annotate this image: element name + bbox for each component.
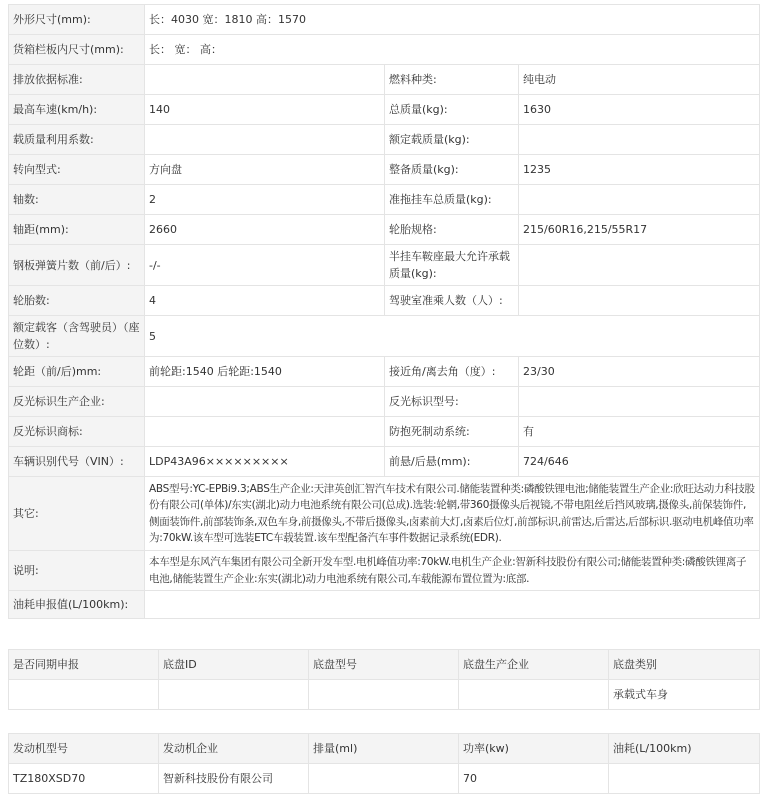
spec-label: 前悬/后悬(mm): bbox=[385, 447, 519, 477]
chassis-cell: 承载式车身 bbox=[609, 680, 760, 710]
spec-value bbox=[519, 125, 760, 155]
engine-cell: TZ180XSD70 bbox=[9, 764, 159, 794]
spec-label: 排放依据标准: bbox=[9, 65, 145, 95]
spec-label: 轴距(mm): bbox=[9, 215, 145, 245]
spec-row bbox=[9, 357, 760, 387]
engine-header-cell: 排量(ml) bbox=[309, 734, 459, 764]
spec-value bbox=[145, 387, 385, 417]
chassis-cell bbox=[9, 680, 159, 710]
chassis-header-cell: 底盘类别 bbox=[609, 650, 760, 680]
chassis-table bbox=[8, 649, 760, 710]
chassis-header-cell: 底盘型号 bbox=[309, 650, 459, 680]
spec-label: 额定载质量(kg): bbox=[385, 125, 519, 155]
spec-label: 准拖挂车总质量(kg): bbox=[385, 185, 519, 215]
chassis-cell bbox=[309, 680, 459, 710]
spec-row bbox=[9, 125, 760, 155]
spec-label: 整备质量(kg): bbox=[385, 155, 519, 185]
spec-row-cargo-box bbox=[9, 35, 760, 65]
spec-value: 1235 bbox=[519, 155, 760, 185]
spec-value bbox=[145, 591, 760, 619]
spec-value: 有 bbox=[519, 417, 760, 447]
spec-label: 反光标识商标: bbox=[9, 417, 145, 447]
engine-cell bbox=[309, 764, 459, 794]
spec-value: ABS型号:YC-EPBi9.3;ABS生产企业:天津英创汇智汽车技术有限公司.储能装置种类:磷酸铁锂电池;储能装置生产企业:欣旺达动力科技股份有限公司(单体)/东实(湖北)动力电池系统有限公司(总成).选装:轮辋,带360摄像头后视镜,不带电阻丝后挡风玻璃,摄像头,前保装饰件,侧面装饰件,前部装饰条,双色车身,前摄像头,不带后摄像头,卤素前大灯,卤素后位灯,前部标识,前雷达,后雷达,后部标识.驱动电机峰值功率为:70kW.该车型可选装ETC车载装置.该车型配备汽车事件数据记录系统(EDR). bbox=[145, 477, 760, 551]
spec-value: 724/646 bbox=[519, 447, 760, 477]
spec-value: 5 bbox=[145, 316, 760, 357]
chassis-cell bbox=[159, 680, 309, 710]
spec-label: 防抱死制动系统: bbox=[385, 417, 519, 447]
spec-label: 轮胎规格: bbox=[385, 215, 519, 245]
spec-value: 4 bbox=[145, 286, 385, 316]
spec-label: 额定载客（含驾驶员）（座位数）: bbox=[9, 316, 145, 357]
spec-value: 215/60R16,215/55R17 bbox=[519, 215, 760, 245]
spec-row bbox=[9, 155, 760, 185]
spec-label: 外形尺寸(mm): bbox=[9, 5, 145, 35]
spec-row-fuel bbox=[9, 591, 760, 619]
spec-row bbox=[9, 215, 760, 245]
spec-value bbox=[145, 65, 385, 95]
spec-label: 钢板弹簧片数（前/后）: bbox=[9, 245, 145, 286]
vehicle-spec-table bbox=[8, 4, 760, 619]
spec-row-notes bbox=[9, 551, 760, 591]
engine-cell: 智新科技股份有限公司 bbox=[159, 764, 309, 794]
spec-label: 接近角/离去角（度）: bbox=[385, 357, 519, 387]
spec-value: 140 bbox=[145, 95, 385, 125]
spec-value: 2660 bbox=[145, 215, 385, 245]
engine-header-cell: 油耗(L/100km) bbox=[609, 734, 760, 764]
chassis-cell bbox=[459, 680, 609, 710]
spec-value: -/- bbox=[145, 245, 385, 286]
spec-row bbox=[9, 286, 760, 316]
spec-label: 反光标识型号: bbox=[385, 387, 519, 417]
engine-header-cell: 发动机企业 bbox=[159, 734, 309, 764]
spec-row bbox=[9, 65, 760, 95]
engine-cell: 70 bbox=[459, 764, 609, 794]
spec-value: 纯电动 bbox=[519, 65, 760, 95]
chassis-header-cell: 是否同期申报 bbox=[9, 650, 159, 680]
engine-table bbox=[8, 733, 760, 794]
spec-row bbox=[9, 245, 760, 286]
spec-label: 油耗申报值(L/100km): bbox=[9, 591, 145, 619]
spec-row bbox=[9, 387, 760, 417]
spec-row-dimensions bbox=[9, 5, 760, 35]
spec-label: 轮胎数: bbox=[9, 286, 145, 316]
spec-value: 前轮距:1540 后轮距:1540 bbox=[145, 357, 385, 387]
spec-row bbox=[9, 185, 760, 215]
spec-label: 其它: bbox=[9, 477, 145, 551]
spec-label: 总质量(kg): bbox=[385, 95, 519, 125]
spec-value: 23/30 bbox=[519, 357, 760, 387]
spec-label: 轴数: bbox=[9, 185, 145, 215]
spec-value: 长： 宽： 高： bbox=[145, 35, 760, 65]
spec-label: 半挂车鞍座最大允许承载质量(kg): bbox=[385, 245, 519, 286]
spec-row-seats bbox=[9, 316, 760, 357]
spec-value bbox=[519, 185, 760, 215]
spec-row bbox=[9, 95, 760, 125]
chassis-header-row bbox=[9, 650, 760, 680]
spec-label: 轮距（前/后)mm: bbox=[9, 357, 145, 387]
spec-value bbox=[519, 387, 760, 417]
spec-label: 最高车速(km/h): bbox=[9, 95, 145, 125]
spec-label: 车辆识别代号（VIN）: bbox=[9, 447, 145, 477]
engine-data-row bbox=[9, 764, 760, 794]
spec-value: 长：4030 宽：1810 高：1570 bbox=[145, 5, 760, 35]
spec-row-vin bbox=[9, 447, 760, 477]
spec-value bbox=[519, 286, 760, 316]
spec-label: 货箱栏板内尺寸(mm): bbox=[9, 35, 145, 65]
spec-row-other bbox=[9, 477, 760, 551]
engine-cell bbox=[609, 764, 760, 794]
spec-value: 1630 bbox=[519, 95, 760, 125]
chassis-header-cell: 底盘生产企业 bbox=[459, 650, 609, 680]
spec-label: 说明: bbox=[9, 551, 145, 591]
spec-value: 2 bbox=[145, 185, 385, 215]
spec-value: 方向盘 bbox=[145, 155, 385, 185]
engine-header-cell: 发动机型号 bbox=[9, 734, 159, 764]
spec-value: 本车型是东风汽车集团有限公司全新开发车型.电机峰值功率:70kW.电机生产企业:智新科技股份有限公司;储能装置种类:磷酸铁锂离子电池,储能装置生产企业:东实(湖北)动力电池系统有限公司,车载能源布置位置为:底部. bbox=[145, 551, 760, 591]
spec-row bbox=[9, 417, 760, 447]
spec-label: 载质量利用系数: bbox=[9, 125, 145, 155]
spec-value bbox=[519, 245, 760, 286]
chassis-header-cell: 底盘ID bbox=[159, 650, 309, 680]
spec-label: 反光标识生产企业: bbox=[9, 387, 145, 417]
engine-header-cell: 功率(kw) bbox=[459, 734, 609, 764]
spec-value bbox=[145, 417, 385, 447]
spec-label: 燃料种类: bbox=[385, 65, 519, 95]
spec-value: LDP43A96××××××××× bbox=[145, 447, 385, 477]
spec-label: 转向型式: bbox=[9, 155, 145, 185]
spec-value bbox=[145, 125, 385, 155]
engine-header-row bbox=[9, 734, 760, 764]
spec-label: 驾驶室准乘人数（人）: bbox=[385, 286, 519, 316]
chassis-data-row bbox=[9, 680, 760, 710]
